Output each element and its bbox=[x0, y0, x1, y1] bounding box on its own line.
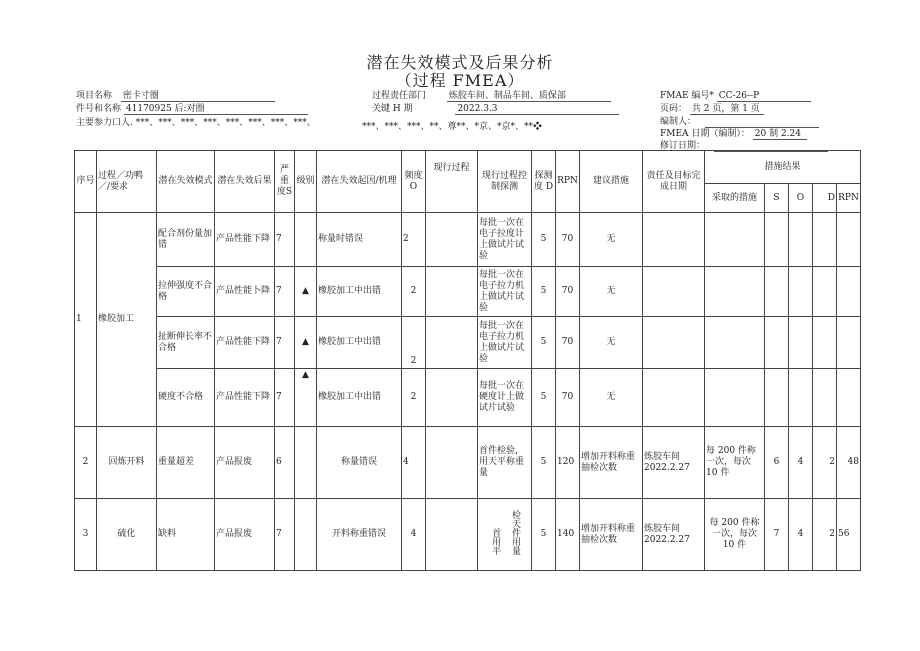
col-no: 序号 bbox=[75, 151, 97, 213]
table-row: 2 回炼开料 重量超差 产品报废 6 称量错误 4 首件检验，用天平称重量 5 120 增加开料称重抽检次数 炼胶车间 2022.2.27 每 200 件称一次，每次 10 件 6 4 2 48 bbox=[75, 427, 861, 499]
table-row: 1 橡胶加工 配合剂份量加错 产品性能下降 7 称量时错误 2 每批一次在电子拉度计上做试片试验 5 70 无 bbox=[75, 213, 861, 267]
col-detection-control: 现行过程控制探测 bbox=[478, 151, 532, 213]
col-process: 过程／功鸭／/要求 bbox=[97, 151, 157, 213]
col-s: S bbox=[765, 184, 789, 213]
col-cause: 潜在失效起因/机理 bbox=[317, 151, 402, 213]
team-row: 主要参力口人. ***、***、***、***、***、***、***、***、 bbox=[76, 118, 316, 128]
col-responsibility: 责任及目标完成日期 bbox=[643, 151, 705, 213]
team-members-2: ***、***、***、**、尊**、*京、*京*、**❖ bbox=[362, 122, 543, 132]
revision-row: 修订日期： bbox=[660, 138, 828, 152]
document-title: 潜在失效模式及后果分析 bbox=[366, 53, 554, 72]
class-triangle-icon: ▲ bbox=[295, 369, 317, 427]
class-triangle-icon: ▲ bbox=[295, 267, 317, 317]
col-occurrence: 频度O bbox=[402, 151, 426, 213]
col-o: O bbox=[789, 184, 813, 213]
fmea-no-value: CC-26--P bbox=[717, 91, 811, 102]
col-d: D bbox=[813, 184, 837, 213]
project-name-row: 项目名称 密卡寸圈 bbox=[76, 88, 275, 102]
fmea-date-value: 20 制 2.24 bbox=[753, 126, 807, 140]
col-action: 建议措施 bbox=[580, 151, 643, 213]
part-value: 41170925 后:对圈 bbox=[124, 101, 308, 115]
document-subtitle: （过程 FMEA） bbox=[395, 71, 525, 90]
author-row: 编制人： bbox=[660, 114, 819, 128]
key-date-row: 关键 H 期 2022.3.3 bbox=[372, 101, 619, 115]
table-row: 硬度不合格 产品性能下降 7 ▲ 橡胶加工中出错 2 每批一次在硬度计上做试片试验 5 70 无 bbox=[75, 369, 861, 427]
col-action-taken: 采取的措施 bbox=[705, 184, 765, 213]
table-row: 拉伸强度不合格 产品性能卜降 7 ▲ 橡胶加工中出错 2 每批一次在电子拉力机上做试片试验 5 70 无 bbox=[75, 267, 861, 317]
col-failure-effect: 潜在失效后果 bbox=[215, 151, 275, 213]
header-row-1 bbox=[75, 151, 861, 184]
col-rpn2: RPN bbox=[837, 184, 861, 213]
key-date-value: 2022.3.3 bbox=[455, 104, 619, 115]
table-row: 扯断伸长率不合格 产品性能下降 7 ▲ 橡胶加工中出错 2 每批一次在电子拉力机上做试片试验 5 70 无 bbox=[75, 317, 861, 369]
table-row: 3 硫化 缺料 产品报废 7 开料称重错误 4 首用平 检天件用量 5 140 增加开料称重抽检次数 炼胶车间 2022.2.27 每 200 件称一次，每次 10 件 7 4 2 56 bbox=[75, 499, 861, 571]
fmea-date-row: FMEA 日期（编制）： 20 制 2.24 bbox=[660, 126, 807, 140]
fmea-table bbox=[74, 150, 861, 571]
col-detection: 探测度 D bbox=[532, 151, 556, 213]
col-rpn: RPN bbox=[556, 151, 580, 213]
dept-row: 过程责任部门 炼胶车间、制品车间、质保部 bbox=[372, 88, 611, 102]
dept-value: 炼胶车间、制品车间、质保部 bbox=[447, 88, 611, 102]
part-row: 件号和名称 41170925 后:对圈 bbox=[76, 101, 308, 115]
col-failure-mode: 潜在失效模式 bbox=[157, 151, 215, 213]
page-row: 页码： 共 2 页，第 1 页 bbox=[660, 101, 764, 115]
col-prevention: 现行过程 bbox=[426, 151, 478, 213]
col-severity: 严重度S bbox=[275, 151, 295, 213]
fmea-no-row: FMAE 编号* CC-26--P bbox=[660, 88, 811, 102]
project-name-value: 密卡寸圈 bbox=[121, 88, 275, 102]
page-value: 共 2 页，第 1 页 bbox=[690, 101, 764, 115]
col-results: 措施结果 bbox=[705, 151, 861, 184]
class-triangle-icon: ▲ bbox=[295, 317, 317, 369]
team-members: ***、***、***、***、***、***、***、***、 bbox=[135, 118, 316, 128]
col-class: 级别 bbox=[295, 151, 317, 213]
